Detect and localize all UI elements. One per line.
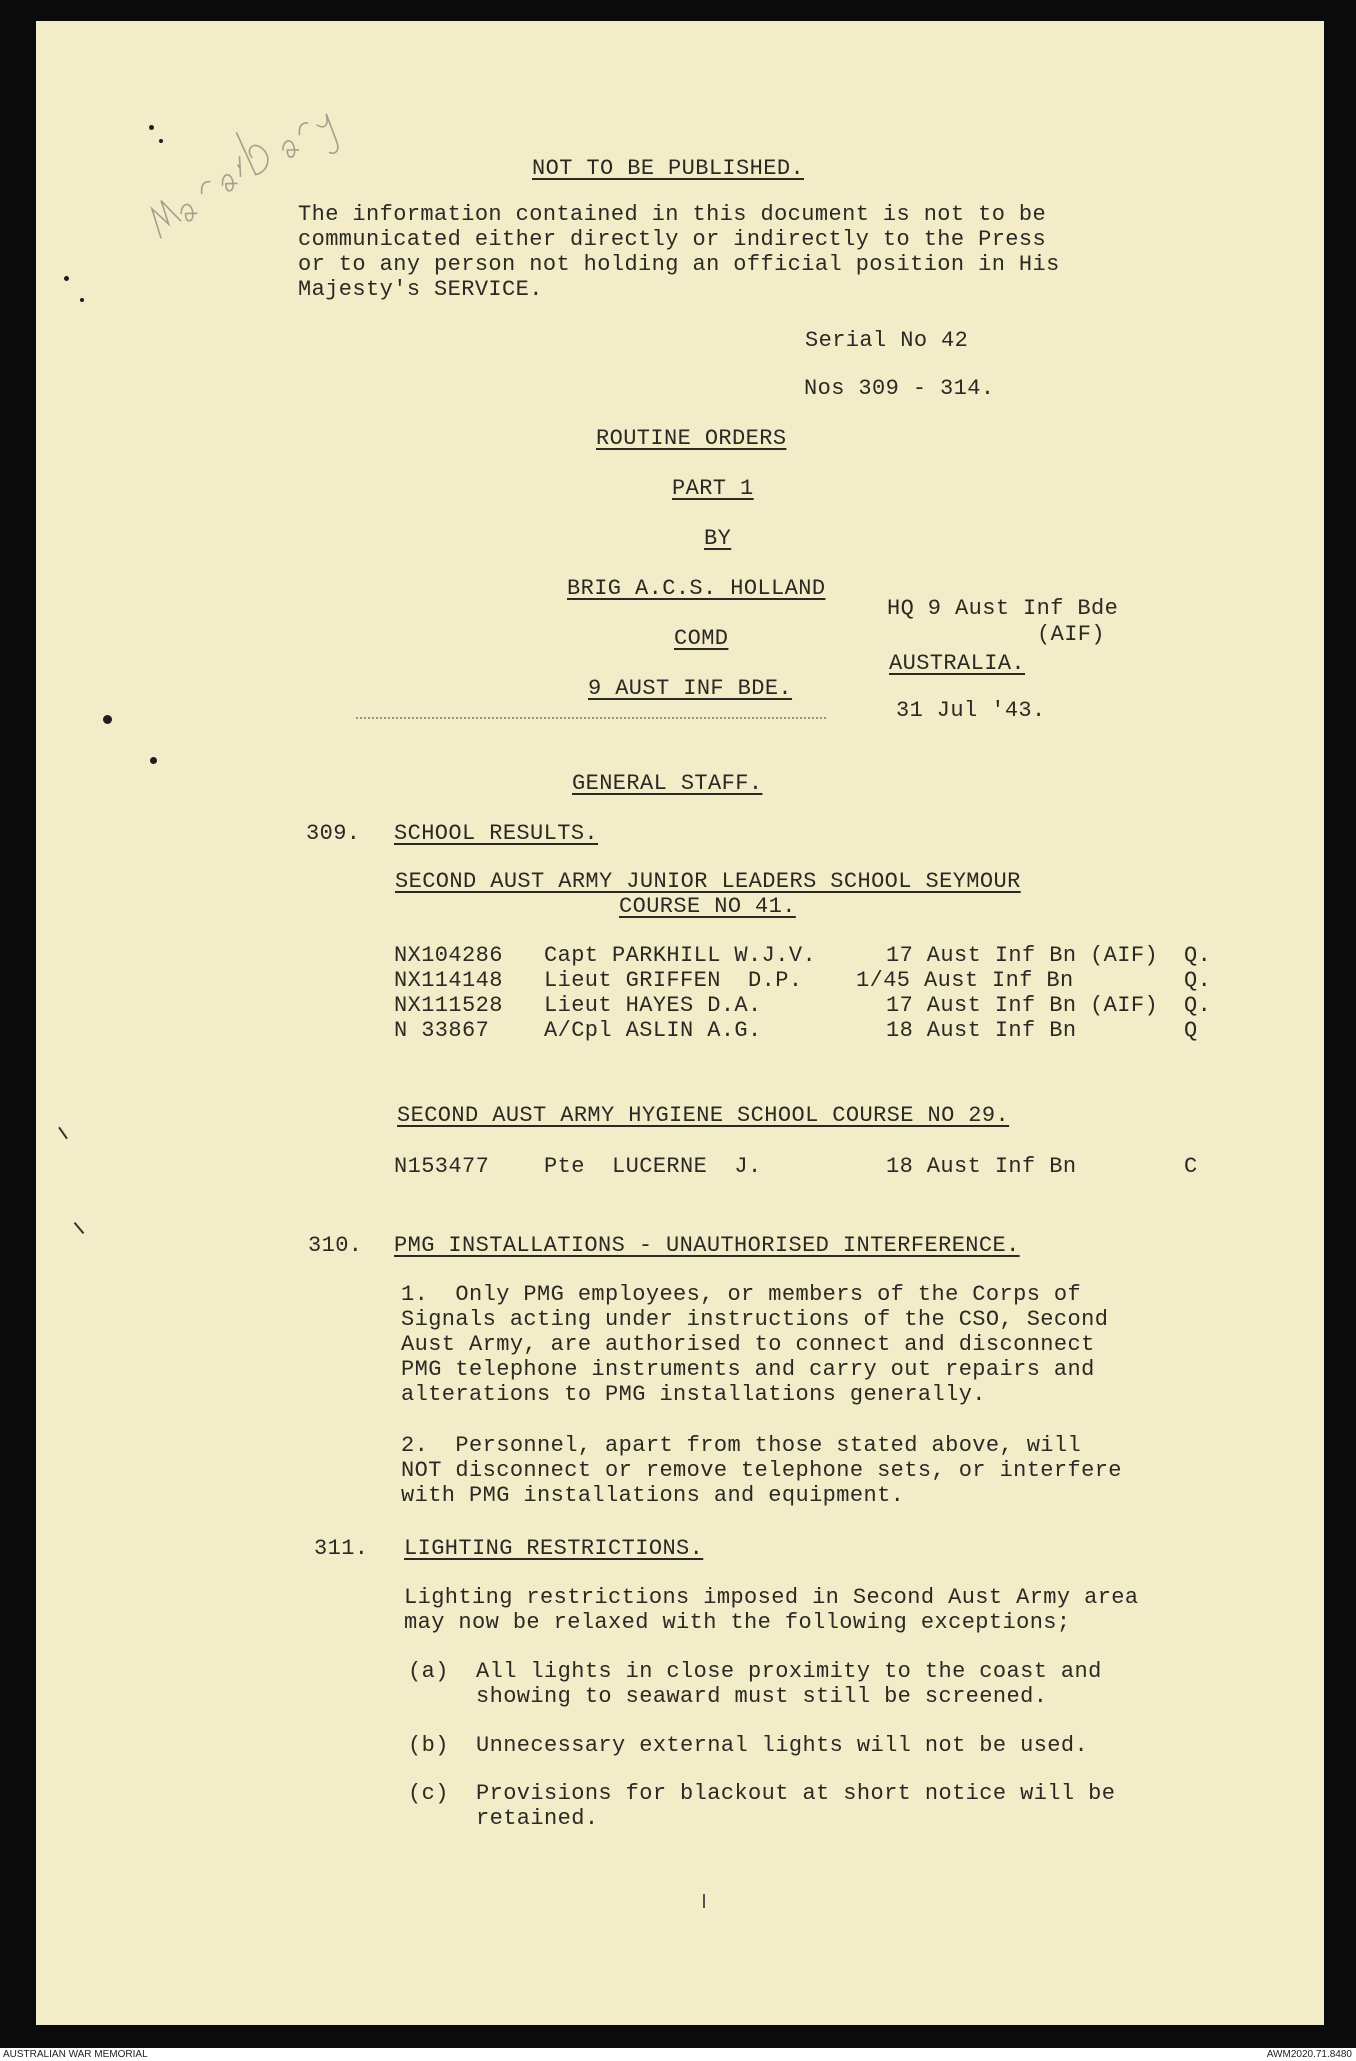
footer-bar [0, 2048, 1356, 2061]
member-name: A/Cpl ASLIN A.G. [544, 1018, 762, 1043]
member-unit: 18 Aust Inf Bn [886, 1154, 1077, 1179]
result-grade: Q [1184, 1018, 1198, 1043]
paragraph-line: Signals acting under instructions of the CSO, Second [401, 1307, 1109, 1332]
footer-accession: AWM2020.71.8480 [1266, 2049, 1352, 2060]
course-heading: SECOND AUST ARMY HYGIENE SCHOOL COURSE NO 29. [397, 1103, 1010, 1128]
order-range: Nos 309 - 314. [804, 376, 995, 401]
order-number: 310. [308, 1233, 363, 1258]
paragraph-line: 2. Personnel, apart from those stated above, will [401, 1433, 1082, 1458]
item-label: (a) [408, 1659, 449, 1684]
document-title: ROUTINE ORDERS [596, 426, 787, 451]
order-number: 309. [306, 821, 361, 846]
notice-line: or to any person not holding an official position in His [298, 252, 1060, 277]
issuer: BRIG A.C.S. HOLLAND [567, 576, 826, 601]
item-label: (b) [408, 1733, 449, 1758]
service-number: NX104286 [394, 943, 503, 968]
order-heading: PMG INSTALLATIONS - UNAUTHORISED INTERFERENCE. [394, 1233, 1020, 1258]
member-name: Lieut HAYES D.A. [544, 993, 762, 1018]
notice-title: NOT TO BE PUBLISHED. [532, 156, 805, 181]
speck [64, 276, 69, 281]
member-unit: 1/45 Aust Inf Bn [856, 968, 1074, 993]
service-number: NX114148 [394, 968, 503, 993]
speck [103, 715, 112, 724]
paragraph-line: Lighting restrictions imposed in Second Aust Army area [404, 1585, 1139, 1610]
paragraph-line: Aust Army, are authorised to connect and disconnect [401, 1332, 1095, 1357]
hq-line: HQ 9 Aust Inf Bde [887, 596, 1119, 621]
speck [159, 139, 163, 143]
footer-credit: AUSTRALIAN WAR MEMORIAL [3, 2049, 148, 2060]
date: 31 Jul '43. [896, 698, 1046, 723]
result-grade: C [1184, 1154, 1198, 1179]
member-unit: 18 Aust Inf Bn [886, 1018, 1077, 1043]
notice-line: communicated either directly or indirectly to the Press [298, 227, 1047, 252]
member-name: Lieut GRIFFEN D.P. [544, 968, 803, 993]
edge-mark [58, 1127, 68, 1140]
member-unit: 17 Aust Inf Bn (AIF) [886, 993, 1159, 1018]
speck [149, 125, 154, 130]
section-heading: GENERAL STAFF. [572, 771, 763, 796]
course-heading: SECOND AUST ARMY JUNIOR LEADERS SCHOOL SEYMOUR [395, 869, 1021, 894]
paragraph-line: alterations to PMG installations generally. [401, 1382, 986, 1407]
page-mark [703, 1894, 705, 1908]
item-label: (c) [408, 1781, 449, 1806]
result-grade: Q. [1184, 943, 1212, 968]
service-number: N 33867 [394, 1018, 490, 1043]
notice-line: Majesty's SERVICE. [298, 277, 543, 302]
issuer-role: COMD [674, 626, 729, 651]
item-line: Provisions for blackout at short notice will be [476, 1781, 1116, 1806]
paragraph-line: with PMG installations and equipment. [401, 1483, 905, 1508]
member-name: Capt PARKHILL W.J.V. [544, 943, 817, 968]
speck [150, 757, 157, 764]
item-line: All lights in close proximity to the coast and [476, 1659, 1102, 1684]
result-grade: Q. [1184, 968, 1212, 993]
speck [80, 298, 84, 302]
dotted-rule [356, 717, 826, 719]
paragraph-line: PMG telephone instruments and carry out repairs and [401, 1357, 1095, 1382]
service-number: NX111528 [394, 993, 503, 1018]
document-part: PART 1 [672, 476, 754, 501]
paragraph-line: may now be relaxed with the following exceptions; [404, 1610, 1071, 1635]
service-number: N153477 [394, 1154, 490, 1179]
order-heading: SCHOOL RESULTS. [394, 821, 599, 846]
order-number: 311. [314, 1536, 369, 1561]
by-label: BY [704, 526, 732, 551]
serial-number: Serial No 42 [805, 328, 969, 353]
edge-mark [74, 1222, 85, 1234]
result-grade: Q. [1184, 993, 1212, 1018]
member-unit: 17 Aust Inf Bn (AIF) [886, 943, 1159, 968]
issuer-unit: 9 AUST INF BDE. [588, 676, 793, 701]
paragraph-line: NOT disconnect or remove telephone sets, or interfere [401, 1458, 1122, 1483]
item-line: Unnecessary external lights will not be used. [476, 1733, 1089, 1758]
hq-line: (AIF) [1037, 622, 1106, 647]
member-name: Pte LUCERNE J. [544, 1154, 762, 1179]
document-page [36, 21, 1324, 2025]
order-heading: LIGHTING RESTRICTIONS. [404, 1536, 704, 1561]
course-heading: COURSE NO 41. [619, 894, 796, 919]
item-line: retained. [476, 1806, 599, 1831]
item-line: showing to seaward must still be screened. [476, 1684, 1048, 1709]
notice-line: The information contained in this document is not to be [298, 202, 1047, 227]
paragraph-line: 1. Only PMG employees, or members of the Corps of [401, 1282, 1082, 1307]
location: AUSTRALIA. [889, 651, 1026, 676]
